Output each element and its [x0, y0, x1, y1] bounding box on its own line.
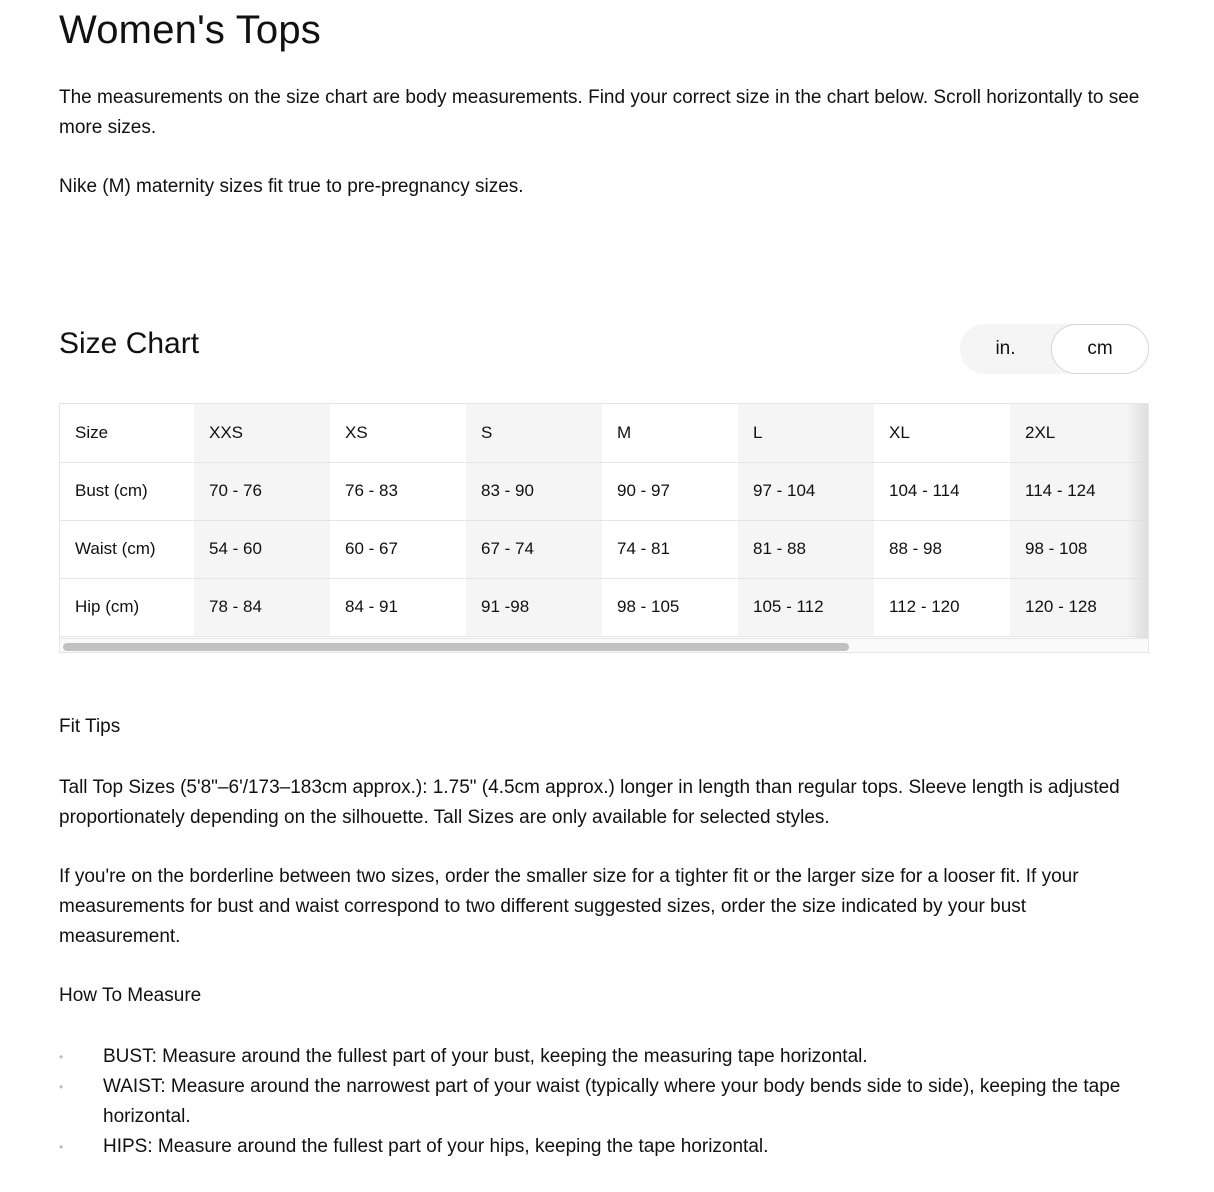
table-cell: 98 - 105 [602, 578, 738, 636]
table-cell: 90 - 97 [602, 462, 738, 520]
bullet-icon: • [59, 1050, 64, 1064]
table-cell: 88 - 98 [874, 520, 1010, 578]
size-table-scroll-container[interactable] [59, 403, 1149, 653]
row-label: Waist (cm) [60, 520, 194, 578]
size-cell: S [466, 404, 602, 462]
fit-tips-heading: Fit Tips [59, 716, 121, 737]
measure-bust-text: BUST: Measure around the fullest part of your bust, keeping the measuring tape horizontal. [103, 1046, 868, 1067]
table-cell: 78 - 84 [194, 578, 330, 636]
size-cell: 2XL [1010, 404, 1146, 462]
table-cell: 83 - 90 [466, 462, 602, 520]
list-item [59, 1042, 1149, 1072]
size-cell: M [602, 404, 738, 462]
table-cell: 98 - 108 [1010, 520, 1146, 578]
measure-list [59, 1042, 1149, 1162]
row-label: Hip (cm) [60, 578, 194, 636]
table-cell: 67 - 74 [466, 520, 602, 578]
list-item [59, 1132, 1149, 1162]
bullet-icon: • [59, 1080, 64, 1094]
size-cell: XXS [194, 404, 330, 462]
row-label: Bust (cm) [60, 462, 194, 520]
row-label: Size [60, 404, 194, 462]
table-cell: 112 - 120 [874, 578, 1010, 636]
table-cell: 60 - 67 [330, 520, 466, 578]
bullet-icon: • [59, 1140, 64, 1154]
table-row [60, 462, 1146, 520]
size-cell: XS [330, 404, 466, 462]
table-cell: 54 - 60 [194, 520, 330, 578]
table-row [60, 520, 1146, 578]
table-cell: 91 -98 [466, 578, 602, 636]
table-cell: 97 - 104 [738, 462, 874, 520]
page-title: Women's Tops [59, 8, 322, 52]
table-cell: 105 - 112 [738, 578, 874, 636]
table-cell: 114 - 124 [1010, 462, 1146, 520]
intro-text: The measurements on the size chart are body measurements. Find your correct size in the chart below. Scroll horizontally to see more sizes. [59, 87, 1140, 138]
table-cell: 84 - 91 [330, 578, 466, 636]
unit-cm-button[interactable]: cm [1051, 324, 1149, 374]
measure-hips-text: HIPS: Measure around the fullest part of your hips, keeping the tape horizontal. [103, 1136, 769, 1157]
scrollbar-thumb[interactable] [63, 643, 849, 651]
table-header-row [60, 404, 1146, 462]
tall-sizes-text: Tall Top Sizes (5'8"–6'/173–183cm approx.): 1.75" (4.5cm approx.) longer in length than regular tops. Sleeve length is adjusted proportionately depending on the silhouette. Tall Sizes are only available for selected styles. [59, 777, 1120, 828]
list-item [59, 1072, 1149, 1132]
table-row [60, 578, 1146, 636]
size-cell: L [738, 404, 874, 462]
table-cell: 81 - 88 [738, 520, 874, 578]
size-chart-title: Size Chart [59, 327, 200, 360]
unit-toggle [960, 324, 1149, 374]
table-cell: 70 - 76 [194, 462, 330, 520]
unit-inches-button[interactable]: in. [960, 324, 1051, 374]
table-cell: 74 - 81 [602, 520, 738, 578]
measure-waist-text: WAIST: Measure around the narrowest part of your waist (typically where your body bends side to side), keeping the tape horizontal. [103, 1076, 1121, 1127]
size-table [60, 404, 1146, 637]
size-cell: XL [874, 404, 1010, 462]
how-to-measure-heading: How To Measure [59, 985, 202, 1006]
table-cell: 76 - 83 [330, 462, 466, 520]
maternity-note: Nike (M) maternity sizes fit true to pre-pregnancy sizes. [59, 176, 524, 197]
table-cell: 104 - 114 [874, 462, 1010, 520]
horizontal-scrollbar[interactable] [60, 638, 1149, 653]
borderline-text: If you're on the borderline between two sizes, order the smaller size for a tighter fit or the larger size for a looser fit. If your measurements for bust and waist correspond to two different suggested sizes, order the size indicated by your bust measurement. [59, 866, 1079, 947]
table-cell: 120 - 128 [1010, 578, 1146, 636]
